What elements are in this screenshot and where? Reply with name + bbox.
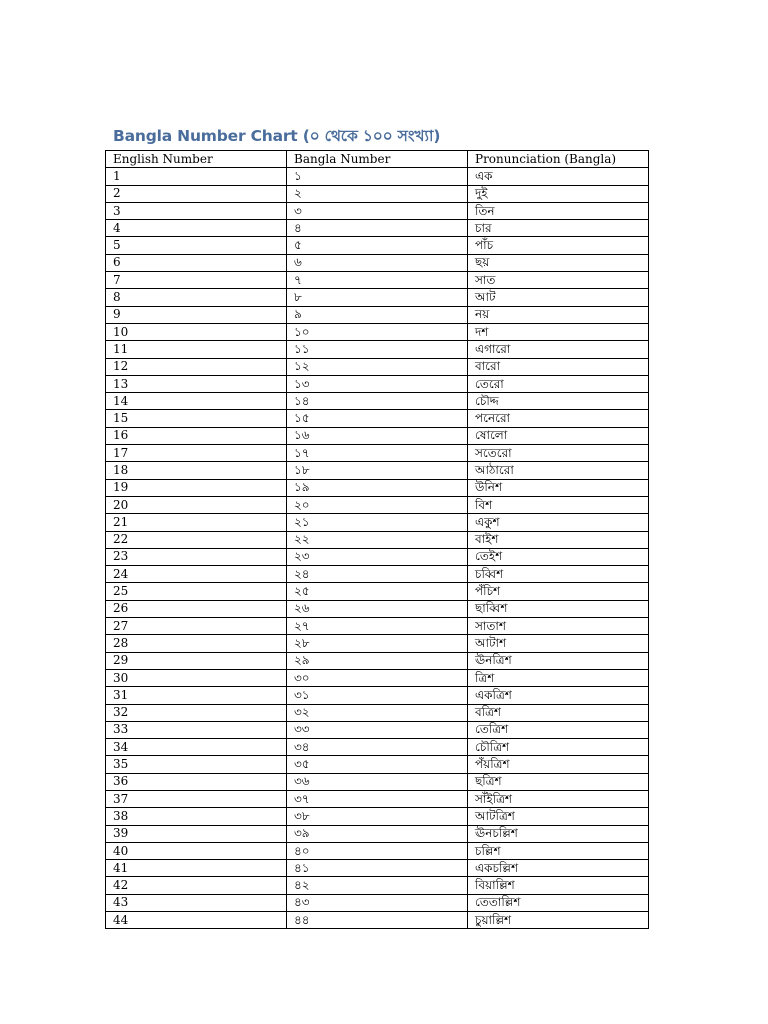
english-number-cell: 21 <box>106 514 287 531</box>
english-number-cell: 8 <box>106 289 287 306</box>
english-number-cell: 33 <box>106 721 287 738</box>
english-number-cell: 19 <box>106 479 287 496</box>
bangla-number-cell: ৬ <box>287 254 468 271</box>
bangla-number-cell: ১৪ <box>287 393 468 410</box>
english-number-cell: 18 <box>106 462 287 479</box>
pronunciation-cell: চব্বিশ <box>468 566 649 583</box>
english-number-cell: 40 <box>106 842 287 859</box>
pronunciation-cell: দুই <box>468 185 649 202</box>
bangla-number-cell: ৪৩ <box>287 894 468 911</box>
bangla-number-cell: ৩৮ <box>287 808 468 825</box>
english-number-cell: 11 <box>106 341 287 358</box>
table-row <box>106 687 649 704</box>
table-row <box>106 704 649 721</box>
table-row <box>106 514 649 531</box>
english-number-cell: 4 <box>106 220 287 237</box>
english-number-cell: 23 <box>106 548 287 565</box>
bangla-number-cell: ২ <box>287 185 468 202</box>
pronunciation-cell: ছাব্বিশ <box>468 600 649 617</box>
table-row <box>106 825 649 842</box>
table-row <box>106 202 649 219</box>
pronunciation-cell: এগারো <box>468 341 649 358</box>
bangla-number-cell: ৩১ <box>287 687 468 704</box>
table-row <box>106 548 649 565</box>
table-row <box>106 254 649 271</box>
english-number-cell: 34 <box>106 739 287 756</box>
document-title: Bangla Number Chart (০ থেকে ১০০ সংখ্যা) <box>113 127 441 145</box>
pronunciation-cell: তেতাল্লিশ <box>468 894 649 911</box>
table-row <box>106 479 649 496</box>
english-number-cell: 10 <box>106 323 287 340</box>
bangla-number-cell: ৪২ <box>287 877 468 894</box>
table-row <box>106 358 649 375</box>
english-number-cell: 29 <box>106 652 287 669</box>
pronunciation-cell: একত্রিশ <box>468 687 649 704</box>
english-number-cell: 42 <box>106 877 287 894</box>
pronunciation-cell: চৌদ্দ <box>468 393 649 410</box>
pronunciation-cell: পঁয়ত্রিশ <box>468 756 649 773</box>
english-number-cell: 5 <box>106 237 287 254</box>
table-row <box>106 496 649 513</box>
pronunciation-cell: সাত <box>468 272 649 289</box>
table-row <box>106 220 649 237</box>
table-row <box>106 912 649 929</box>
bangla-number-cell: ১৬ <box>287 427 468 444</box>
pronunciation-cell: সাতাশ <box>468 618 649 635</box>
table-row <box>106 877 649 894</box>
bangla-number-cell: ১১ <box>287 341 468 358</box>
pronunciation-cell: একচল্লিশ <box>468 860 649 877</box>
english-number-cell: 35 <box>106 756 287 773</box>
pronunciation-cell: উনিশ <box>468 479 649 496</box>
number-chart-table <box>105 150 649 929</box>
bangla-number-cell: ৯ <box>287 306 468 323</box>
table-row <box>106 618 649 635</box>
english-number-cell: 20 <box>106 496 287 513</box>
english-number-cell: 27 <box>106 618 287 635</box>
bangla-number-cell: ৭ <box>287 272 468 289</box>
bangla-number-cell: ৩৭ <box>287 790 468 807</box>
table-row <box>106 669 649 686</box>
bangla-number-cell: ৩৪ <box>287 739 468 756</box>
english-number-cell: 17 <box>106 445 287 462</box>
bangla-number-cell: ২২ <box>287 531 468 548</box>
english-number-cell: 43 <box>106 894 287 911</box>
bangla-number-cell: ৩২ <box>287 704 468 721</box>
bangla-number-cell: ১৯ <box>287 479 468 496</box>
bangla-number-cell: ১ <box>287 168 468 185</box>
bangla-number-cell: ১০ <box>287 323 468 340</box>
pronunciation-cell: পঁচিশ <box>468 583 649 600</box>
pronunciation-cell: ছত্রিশ <box>468 773 649 790</box>
pronunciation-cell: ত্রিশ <box>468 669 649 686</box>
bangla-number-cell: ১৫ <box>287 410 468 427</box>
english-number-cell: 15 <box>106 410 287 427</box>
english-number-cell: 13 <box>106 375 287 392</box>
pronunciation-cell: আঠারো <box>468 462 649 479</box>
english-number-cell: 41 <box>106 860 287 877</box>
english-number-cell: 12 <box>106 358 287 375</box>
table-body <box>106 168 649 929</box>
bangla-number-cell: ৫ <box>287 237 468 254</box>
table-row <box>106 790 649 807</box>
pronunciation-cell: তেইশ <box>468 548 649 565</box>
bangla-number-cell: ৩৯ <box>287 825 468 842</box>
table-row <box>106 272 649 289</box>
pronunciation-cell: তেত্রিশ <box>468 721 649 738</box>
table-row <box>106 393 649 410</box>
table-row <box>106 462 649 479</box>
pronunciation-cell: চৌত্রিশ <box>468 739 649 756</box>
english-number-cell: 22 <box>106 531 287 548</box>
english-number-cell: 7 <box>106 272 287 289</box>
english-number-cell: 39 <box>106 825 287 842</box>
bangla-number-cell: ২৮ <box>287 635 468 652</box>
table-row <box>106 894 649 911</box>
english-number-cell: 36 <box>106 773 287 790</box>
bangla-number-cell: ৪১ <box>287 860 468 877</box>
english-number-cell: 3 <box>106 202 287 219</box>
english-number-cell: 28 <box>106 635 287 652</box>
table-row <box>106 583 649 600</box>
pronunciation-cell: আটাশ <box>468 635 649 652</box>
bangla-number-cell: ৩৫ <box>287 756 468 773</box>
table-row <box>106 410 649 427</box>
english-number-cell: 32 <box>106 704 287 721</box>
english-number-cell: 6 <box>106 254 287 271</box>
bangla-number-cell: ৩ <box>287 202 468 219</box>
bangla-number-cell: ২১ <box>287 514 468 531</box>
table-row <box>106 341 649 358</box>
english-number-cell: 38 <box>106 808 287 825</box>
pronunciation-cell: বিশ <box>468 496 649 513</box>
pronunciation-cell: আট <box>468 289 649 306</box>
column-header-pronunciation: Pronunciation (Bangla) <box>468 151 649 168</box>
table-row <box>106 842 649 859</box>
column-header-english: English Number <box>106 151 287 168</box>
english-number-cell: 2 <box>106 185 287 202</box>
table-row <box>106 600 649 617</box>
pronunciation-cell: ষোলো <box>468 427 649 444</box>
column-header-bangla: Bangla Number <box>287 151 468 168</box>
table-row <box>106 445 649 462</box>
table-row <box>106 375 649 392</box>
table-row <box>106 185 649 202</box>
bangla-number-cell: ২৯ <box>287 652 468 669</box>
english-number-cell: 31 <box>106 687 287 704</box>
bangla-number-cell: ২৫ <box>287 583 468 600</box>
table-row <box>106 756 649 773</box>
bangla-number-cell: ১৭ <box>287 445 468 462</box>
table-header-row <box>106 151 649 168</box>
pronunciation-cell: বত্রিশ <box>468 704 649 721</box>
bangla-number-cell: ২৭ <box>287 618 468 635</box>
pronunciation-cell: চুয়াল্লিশ <box>468 912 649 929</box>
table-row <box>106 168 649 185</box>
bangla-number-cell: ১৩ <box>287 375 468 392</box>
pronunciation-cell: পাঁচ <box>468 237 649 254</box>
english-number-cell: 24 <box>106 566 287 583</box>
english-number-cell: 37 <box>106 790 287 807</box>
pronunciation-cell: বারো <box>468 358 649 375</box>
pronunciation-cell: একুশ <box>468 514 649 531</box>
table-row <box>106 808 649 825</box>
pronunciation-cell: চার <box>468 220 649 237</box>
english-number-cell: 25 <box>106 583 287 600</box>
pronunciation-cell: সাঁইত্রিশ <box>468 790 649 807</box>
pronunciation-cell: পনেরো <box>468 410 649 427</box>
table-row <box>106 566 649 583</box>
table-row <box>106 323 649 340</box>
english-number-cell: 14 <box>106 393 287 410</box>
bangla-number-cell: ৩৩ <box>287 721 468 738</box>
bangla-number-cell: ২০ <box>287 496 468 513</box>
english-number-cell: 44 <box>106 912 287 929</box>
bangla-number-cell: ১২ <box>287 358 468 375</box>
table-row <box>106 635 649 652</box>
bangla-number-cell: ২৪ <box>287 566 468 583</box>
bangla-number-cell: ২৬ <box>287 600 468 617</box>
bangla-number-cell: ২৩ <box>287 548 468 565</box>
pronunciation-cell: সতেরো <box>468 445 649 462</box>
bangla-number-cell: ১৮ <box>287 462 468 479</box>
table-row <box>106 531 649 548</box>
pronunciation-cell: ছয় <box>468 254 649 271</box>
bangla-number-cell: ৮ <box>287 289 468 306</box>
pronunciation-cell: এক <box>468 168 649 185</box>
pronunciation-cell: ঊনত্রিশ <box>468 652 649 669</box>
pronunciation-cell: নয় <box>468 306 649 323</box>
english-number-cell: 1 <box>106 168 287 185</box>
pronunciation-cell: আটত্রিশ <box>468 808 649 825</box>
table-row <box>106 773 649 790</box>
bangla-number-cell: ৩৬ <box>287 773 468 790</box>
english-number-cell: 9 <box>106 306 287 323</box>
english-number-cell: 30 <box>106 669 287 686</box>
bangla-number-cell: ৪৪ <box>287 912 468 929</box>
table-row <box>106 237 649 254</box>
table-row <box>106 860 649 877</box>
pronunciation-cell: দশ <box>468 323 649 340</box>
pronunciation-cell: তিন <box>468 202 649 219</box>
table-row <box>106 427 649 444</box>
pronunciation-cell: বিয়াল্লিশ <box>468 877 649 894</box>
bangla-number-cell: ৩০ <box>287 669 468 686</box>
pronunciation-cell: চল্লিশ <box>468 842 649 859</box>
table-row <box>106 289 649 306</box>
english-number-cell: 26 <box>106 600 287 617</box>
pronunciation-cell: তেরো <box>468 375 649 392</box>
table-row <box>106 739 649 756</box>
table-row <box>106 652 649 669</box>
bangla-number-cell: ৪০ <box>287 842 468 859</box>
table-row <box>106 721 649 738</box>
table-row <box>106 306 649 323</box>
pronunciation-cell: বাইশ <box>468 531 649 548</box>
english-number-cell: 16 <box>106 427 287 444</box>
bangla-number-cell: ৪ <box>287 220 468 237</box>
pronunciation-cell: ঊনচল্লিশ <box>468 825 649 842</box>
